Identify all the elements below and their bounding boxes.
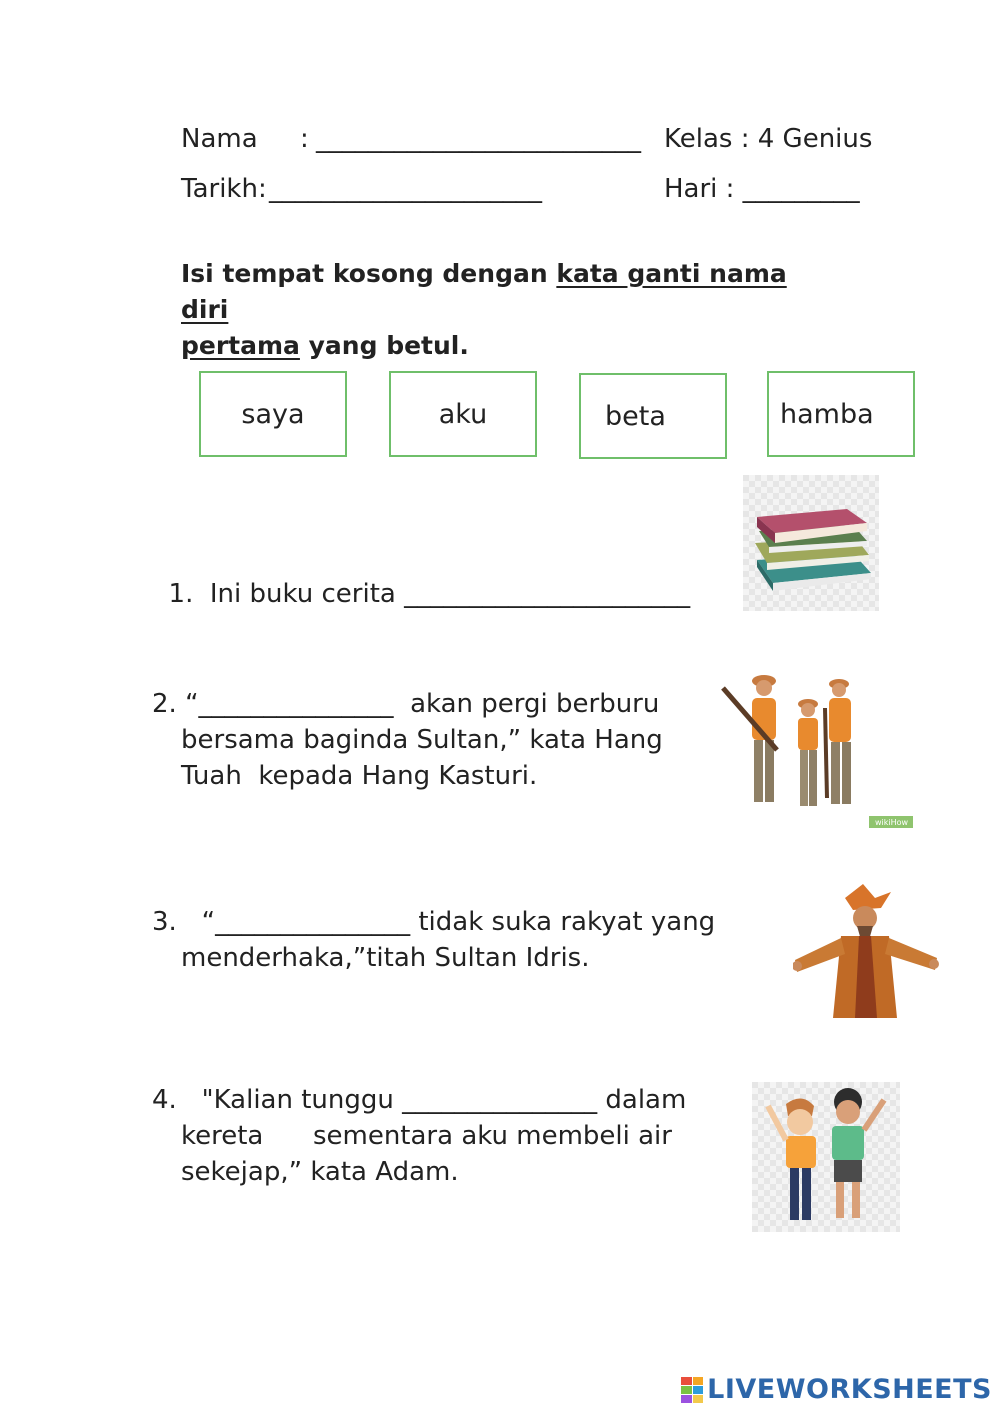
instruction-suffix: yang betul. [299, 331, 469, 360]
question-1 [152, 540, 690, 612]
name-colon: : [300, 124, 309, 154]
question-number: 3. [152, 907, 177, 937]
word-label: aku [438, 398, 488, 430]
word-label: beta [605, 400, 666, 432]
word-label: hamba [780, 398, 874, 430]
question-2-line-2: bersama baginda Sultan,” kata Hang [181, 725, 663, 755]
name-blank[interactable]: _________________________ [316, 124, 641, 154]
question-4-line-2: kereta sementara aku membeli air [181, 1121, 672, 1151]
watermark-text: wikiHow [875, 818, 909, 827]
instruction [181, 256, 821, 364]
word-label: saya [241, 398, 305, 430]
date-blank[interactable]: _____________________ [269, 174, 542, 204]
brand-icon [681, 1377, 703, 1403]
question-3-line-2: menderhaka,”titah Sultan Idris. [181, 943, 590, 973]
class-text: Kelas : 4 Genius [664, 124, 873, 154]
question-line[interactable]: “_______________ akan pergi berburu [185, 689, 660, 719]
question-line[interactable]: “_______________ tidak suka rakyat yang [185, 907, 716, 937]
hunters-image [719, 668, 914, 830]
day-text[interactable]: Hari : _________ [664, 174, 860, 204]
question-number: 4. [152, 1085, 177, 1115]
word-box-aku[interactable] [389, 371, 537, 457]
date-label: Tarikh: [181, 174, 267, 204]
question-2 [152, 686, 659, 722]
word-box-saya[interactable] [199, 371, 347, 457]
liveworksheets-logo[interactable] [681, 1374, 992, 1405]
name-label: Nama [181, 124, 258, 154]
question-line[interactable]: Ini buku cerita ______________________ [209, 579, 691, 609]
instruction-underlined-1: kata ganti nama diri [181, 259, 787, 324]
word-box-beta[interactable] [579, 373, 727, 459]
instruction-prefix: Isi tempat kosong dengan [181, 259, 557, 288]
question-2-line-3: Tuah kepada Hang Kasturi. [181, 761, 538, 791]
question-number: 2. [152, 689, 177, 719]
word-box-hamba[interactable] [767, 371, 915, 457]
boys-image [752, 1082, 900, 1232]
question-number: 1. [168, 579, 194, 609]
instruction-underlined-2: pertama [181, 331, 300, 360]
question-3 [152, 904, 715, 940]
question-4-line-3: sekejap,” kata Adam. [181, 1157, 459, 1187]
sultan-image [793, 878, 939, 1022]
brand-text: LIVEWORKSHEETS [707, 1374, 992, 1405]
question-line[interactable]: "Kalian tunggu _______________ dalam [185, 1085, 687, 1115]
books-image [743, 475, 879, 611]
question-4 [152, 1082, 686, 1118]
